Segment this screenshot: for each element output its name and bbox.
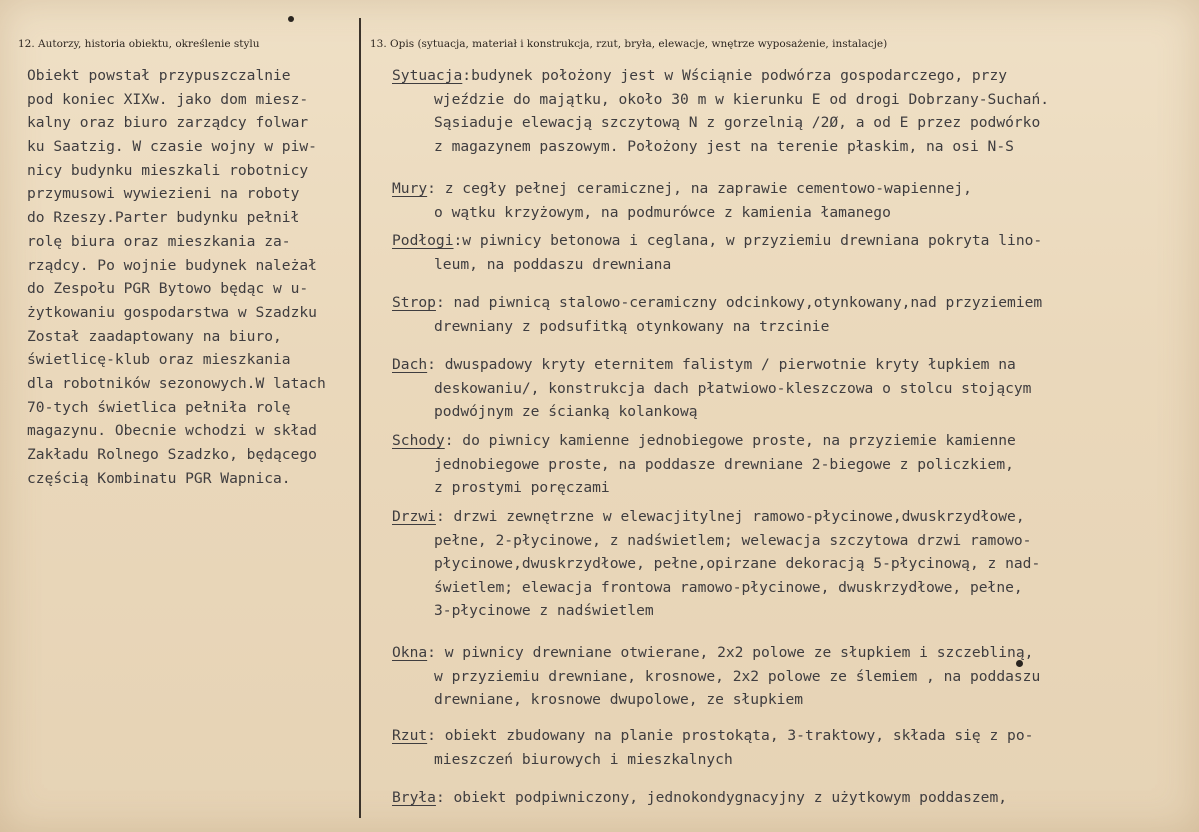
entry-text: : drzwi zewnętrzne w elewacjitylnej ramowo-płycinowe,dwuskrzydłowe, [435,508,1025,525]
entry-continuation-line: drewniany z podsufitką otynkowany na trzcinie [434,317,830,335]
entry-key: Okna [392,644,428,661]
history-line: Obiekt powstał przypuszczalnie [27,67,291,84]
history-line: magazynu. Obecnie wchodzi w skład [27,422,317,440]
section-12-header: 12. Autorzy, historia obiektu, określenie stylu [18,38,260,50]
entry-continuation-line: deskowaniu/, konstrukcja dach płatwiowo-kleszczowa o stolcu stojącym [434,379,1032,397]
entry-key: Drzwi [392,508,436,525]
entry-key: Strop [392,294,436,311]
entry-key: Mury [392,180,428,197]
entry-5 [392,353,1031,424]
entry-first-line [392,64,1049,88]
history-line: 70-tych świetlica pełniła rolę [27,398,291,416]
entry-continuation-line: pełne, 2-płycinowe, z nadświetlem; welewacja szczytowa drzwi ramowo- [434,531,1032,549]
entry-continuation-line: jednobiegowe proste, na poddasze drewniane 2-biegowe z policzkiem, [434,455,1014,473]
entry-6 [392,429,1016,500]
history-line: ku Saatzig. W czasie wojny w piw- [27,138,317,156]
entry-text: : obiekt podpiwniczony, jednokondygnacyjny z użytkowym poddaszem, [435,789,1008,806]
entry-text: :w piwnicy betonowa i ceglana, w przyziemiu drewniana pokryta lino- [453,232,1043,249]
entry-first-line [392,229,1042,253]
ink-mark [288,16,294,22]
entry-2 [392,177,972,224]
entry-text: :budynek położony jest w Wściąnie podwórza gospodarczego, przy [462,67,1008,84]
entry-4 [392,291,1042,338]
entry-first-line [392,786,1007,810]
entry-continuation-line: świetlem; elewacja frontowa ramowo-płycinowe, dwuskrzydłowe, pełne, [434,578,1023,596]
entry-key: Rzut [392,727,428,744]
history-line: kalny oraz biuro zarządcy folwar [27,114,309,132]
entry-text: : w piwnicy drewniane otwierane, 2x2 polowe ze słupkiem i szczebliną, [427,644,1034,661]
entry-key: Schody [392,432,445,449]
entry-continuation-line: o wątku krzyżowym, na podmurówce z kamienia łamanego [434,203,891,221]
entry-continuation-line: w przyziemiu drewniane, krosnowe, 2x2 polowe ze ślemiem , na poddaszu [434,667,1041,685]
history-line: do Rzeszy.Parter budynku pełnił [27,209,300,227]
history-line: żytkowaniu gospodarstwa w Szadzku [27,303,317,321]
entry-first-line [392,291,1042,315]
entry-continuation-line: 3-płycinowe z nadświetlem [434,602,654,619]
entry-continuation-line: drewniane, krosnowe dwupolowe, ze słupkiem [434,691,804,708]
entry-1 [392,64,1049,158]
entry-text: : obiekt zbudowany na planie prostokąta, 3-traktowy, składa się z po- [427,727,1034,744]
entry-continuation-line: Sąsiaduje elewacją szczytową N z gorzelnią /2Ø, a od E przez podwórko [434,114,1041,131]
entry-first-line [392,505,1040,529]
entry-first-line [392,429,1016,453]
entry-key: Sytuacja [392,67,463,84]
history-line: do Zespołu PGR Bytowo będąc w u- [27,280,309,298]
entry-key: Podłogi [392,232,454,249]
entry-7 [392,505,1040,623]
history-line: przymusowi wywiezieni na roboty [27,185,300,203]
entry-text: : dwuspadowy kryty eternitem falistym / pierwotnie kryty łupkiem na [427,356,1016,373]
entry-key: Dach [392,356,428,373]
history-text-block [27,64,326,490]
history-line: dla robotników sezonowych.W latach [27,374,326,392]
history-line: nicy budynku mieszkali robotnicy [27,161,309,179]
history-line: Zakładu Rolnego Szadzko, będącego [27,446,317,463]
entry-text: : do piwnicy kamienne jednobiegowe proste, na przyziemie kamienne [444,432,1016,449]
entry-text: : z cegły pełnej ceramicznej, na zaprawie cementowo-wapiennej, [427,180,972,197]
history-line: rządcy. Po wojnie budynek należał [27,256,317,274]
history-line: świetlicę-klub oraz mieszkania [27,351,291,369]
section-13-header: 13. Opis (sytuacja, materiał i konstrukcja, rzut, bryła, elewacje, wnętrze wyposażenie, instalacje) [370,38,888,50]
entry-first-line [392,724,1033,748]
entry-key: Bryła [392,789,436,806]
entry-first-line [392,641,1040,665]
entry-9 [392,724,1033,771]
entry-continuation-line: leum, na poddaszu drewniana [434,255,672,273]
entry-continuation-line: z prostymi poręczami [434,479,610,496]
entry-first-line [392,353,1031,377]
history-line: rolę biura oraz mieszkania za- [27,232,291,250]
entry-continuation-line: płycinowe,dwuskrzydłowe, pełne,opirzane dekoracją 5-płycinową, z nad- [434,555,1041,572]
history-line: pod koniec XIXw. jako dom miesz- [27,90,309,108]
entry-continuation-line: podwójnym ze ścianką kolankową [434,403,698,420]
entry-continuation-line: mieszczeń biurowych i mieszkalnych [434,750,733,768]
entry-continuation-line: z magazynem paszowym. Położony jest na terenie płaskim, na osi N-S [434,137,1014,155]
column-divider [359,18,361,818]
entry-8 [392,641,1040,712]
entry-first-line [392,177,972,201]
history-line: Został zaadaptowany na biuro, [27,327,282,345]
entry-3 [392,229,1042,276]
entry-text: : nad piwnicą stalowo-ceramiczny odcinkowy,otynkowany,nad przyziemiem [435,294,1043,311]
entry-continuation-line: wjeździe do majątku, około 30 m w kierunku E od drogi Dobrzany-Suchań. [434,90,1050,108]
history-line: częścią Kombinatu PGR Wapnica. [27,469,291,487]
entry-10 [392,786,1007,810]
